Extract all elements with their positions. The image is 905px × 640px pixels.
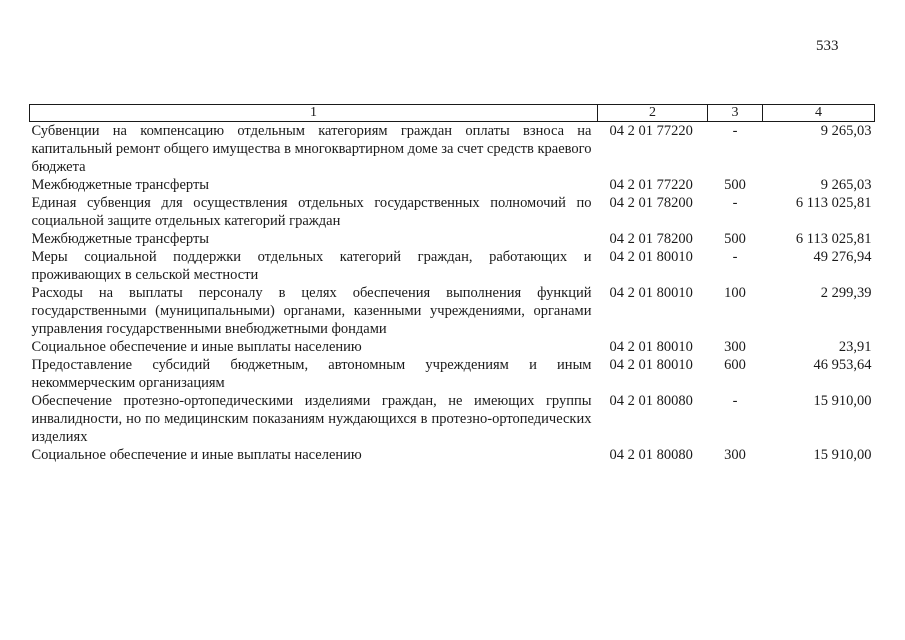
table-row <box>30 248 875 284</box>
table-row <box>30 122 875 177</box>
budget-table <box>29 104 875 464</box>
row-kvr: - <box>732 249 738 265</box>
row-name: Межбюджетные трансферты <box>31 177 210 193</box>
row-code: 04 2 01 77220 <box>609 123 693 139</box>
row-sum: 2 299,39 <box>820 285 872 301</box>
row-code: 04 2 01 78200 <box>609 195 693 211</box>
row-code: 04 2 01 80080 <box>609 393 693 409</box>
row-kvr: - <box>732 123 738 139</box>
table-row <box>30 446 875 464</box>
row-sum: 15 910,00 <box>813 393 872 409</box>
row-sum: 23,91 <box>838 339 872 355</box>
row-code: 04 2 01 78200 <box>609 231 693 247</box>
row-kvr: 100 <box>724 285 746 301</box>
row-name: Социальное обеспечение и иные выплаты населению <box>31 447 362 463</box>
header-col-3: 3 <box>708 105 763 122</box>
header-col-2: 2 <box>598 105 708 122</box>
table-row <box>30 338 875 356</box>
row-kvr: 300 <box>724 447 746 463</box>
row-code: 04 2 01 80010 <box>609 285 693 301</box>
row-name: Социальное обеспечение и иные выплаты населению <box>31 339 362 355</box>
header-col-1: 1 <box>30 105 598 122</box>
row-name: Межбюджетные трансферты <box>31 231 210 247</box>
row-name: Расходы на выплаты персоналу в целях обеспечения выполнения функций государственными (муниципальными) органами, казенными учреждениями, органами управления государственными внебюджетными фондами <box>31 285 592 337</box>
row-kvr: 300 <box>724 339 746 355</box>
row-sum: 9 265,03 <box>820 177 872 193</box>
row-kvr: - <box>732 393 738 409</box>
row-code: 04 2 01 77220 <box>609 177 693 193</box>
table-row <box>30 176 875 194</box>
table-header-row <box>30 105 875 122</box>
table-row <box>30 356 875 392</box>
row-code: 04 2 01 80010 <box>609 339 693 355</box>
row-name: Субвенции на компенсацию отдельным категориям граждан оплаты взноса на капитальный ремонт общего имущества в многоквартирном доме за счет средств краевого бюджета <box>31 123 592 175</box>
row-kvr: 600 <box>724 357 746 373</box>
table-row <box>30 392 875 446</box>
table-row <box>30 230 875 248</box>
row-sum: 6 113 025,81 <box>795 195 872 211</box>
row-name: Единая субвенция для осуществления отдельных государственных полномочий по социальной защите отдельных категорий граждан <box>31 195 592 229</box>
row-sum: 46 953,64 <box>813 357 872 373</box>
table-row <box>30 194 875 230</box>
row-sum: 15 910,00 <box>813 447 872 463</box>
row-name: Обеспечение протезно-ортопедическими изделиями граждан, не имеющих группы инвалидности, но по медицинским показаниям нуждающихся в протезно-ортопедических изделиях <box>31 393 592 445</box>
row-code: 04 2 01 80010 <box>609 249 693 265</box>
row-code: 04 2 01 80010 <box>609 357 693 373</box>
row-code: 04 2 01 80080 <box>609 447 693 463</box>
row-name: Предоставление субсидий бюджетным, автономным учреждениям и иным некоммерческим организациям <box>31 357 592 391</box>
row-sum: 49 276,94 <box>813 249 872 265</box>
header-col-4: 4 <box>763 105 875 122</box>
row-name: Меры социальной поддержки отдельных категорий граждан, работающих и проживающих в сельской местности <box>31 249 592 283</box>
row-kvr: 500 <box>724 231 746 247</box>
row-kvr: - <box>732 195 738 211</box>
row-sum: 9 265,03 <box>820 123 872 139</box>
row-kvr: 500 <box>724 177 746 193</box>
page-number: 533 <box>816 38 839 54</box>
row-sum: 6 113 025,81 <box>795 231 872 247</box>
table-row <box>30 284 875 338</box>
